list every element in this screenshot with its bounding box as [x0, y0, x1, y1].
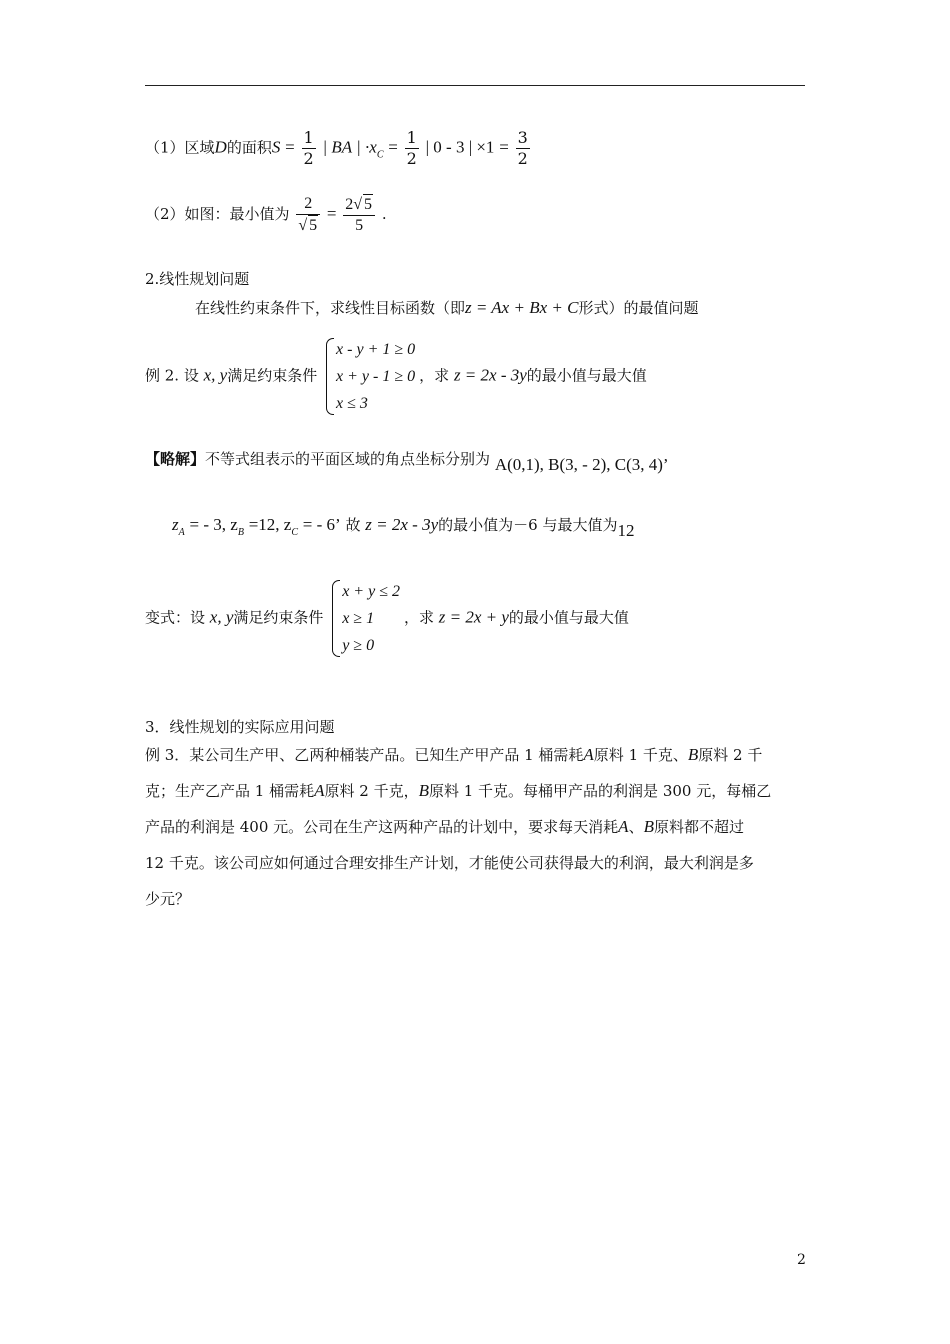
fraction: $\frac{1}{2}$ [303, 128, 314, 168]
fraction: $\frac{2√ 5}{5}$ [343, 194, 375, 236]
header-rule [145, 85, 805, 86]
item-2-minimum: （2）如图：最小值为 $\frac{2}{√ 5}$ = $\frac{2√ 5}{5}$ . [145, 195, 387, 234]
constraint-system: x - y + 1 ≥ 0 x + y - 1 ≥ 0 x ≤ 3 [326, 336, 415, 417]
solution-line-1: 【略解】不等式组表示的平面区域的角点坐标分别为 A(0,1), B(3, - 2), C(3, 4)’ [145, 450, 669, 474]
item-1-area: （1）区域D的面积S = $\frac{1}{2}$ | BA | $\cdot x_C$ = $\frac{1}{2}$ | 0 - 3 | ×1 = $\frac{3}{2}$ [145, 128, 528, 168]
section-2-intro: 在线性约束条件下，求线性目标函数（即z = Ax + Bx + C形式）的最值问题 [195, 298, 699, 317]
fraction: $\frac{3}{2}$ [517, 128, 528, 168]
constraint-system: x + y ≤ 2 x ≥ 1 y ≥ 0 [332, 578, 400, 659]
example-2: 例 2. 设 x, y满足约束条件 x - y + 1 ≥ 0 x + y - 1 ≥ 0 x ≤ 3 ，求 z = 2x - 3y的最小值与最大值 [145, 336, 647, 417]
page-number: 2 [797, 1252, 806, 1268]
example-3-text: 例 3．某公司生产甲、乙两种桶装产品。已知生产甲产品 1 桶需耗A原料 1 千克、B原料 2 千 克；生产乙产品 1 桶需耗A原料 2 千克，B原料 1 千克。每桶甲产品的利润是 300 元，每桶乙 产品的利润是 400 元。公司在生产这两种产品的计划中，要求每天消耗A、B原料都不超过 12 千克。该公司应如何通过合理安排生产计划，才能使公司获得最大的利润，最大利润是多 少元？ [145, 745, 772, 908]
solution-line-2: $z_A$ = - 3, $z_B =12$, $z_C$ = - 6’ 故 z = 2x - 3y的最小值为－6 与最大值为12 [172, 515, 635, 540]
section-3-heading: 3．线性规划的实际应用问题 [145, 718, 335, 736]
fraction: $\frac{2}{√ 5}$ [296, 194, 320, 236]
variant-exercise: 变式：设 x, y满足约束条件 x + y ≤ 2 x ≥ 1 y ≥ 0 ，求 z = 2x + y的最小值与最大值 [145, 578, 629, 659]
section-2-heading: 2.线性规划问题 [145, 270, 250, 288]
fraction: $\frac{1}{2}$ [406, 128, 417, 168]
